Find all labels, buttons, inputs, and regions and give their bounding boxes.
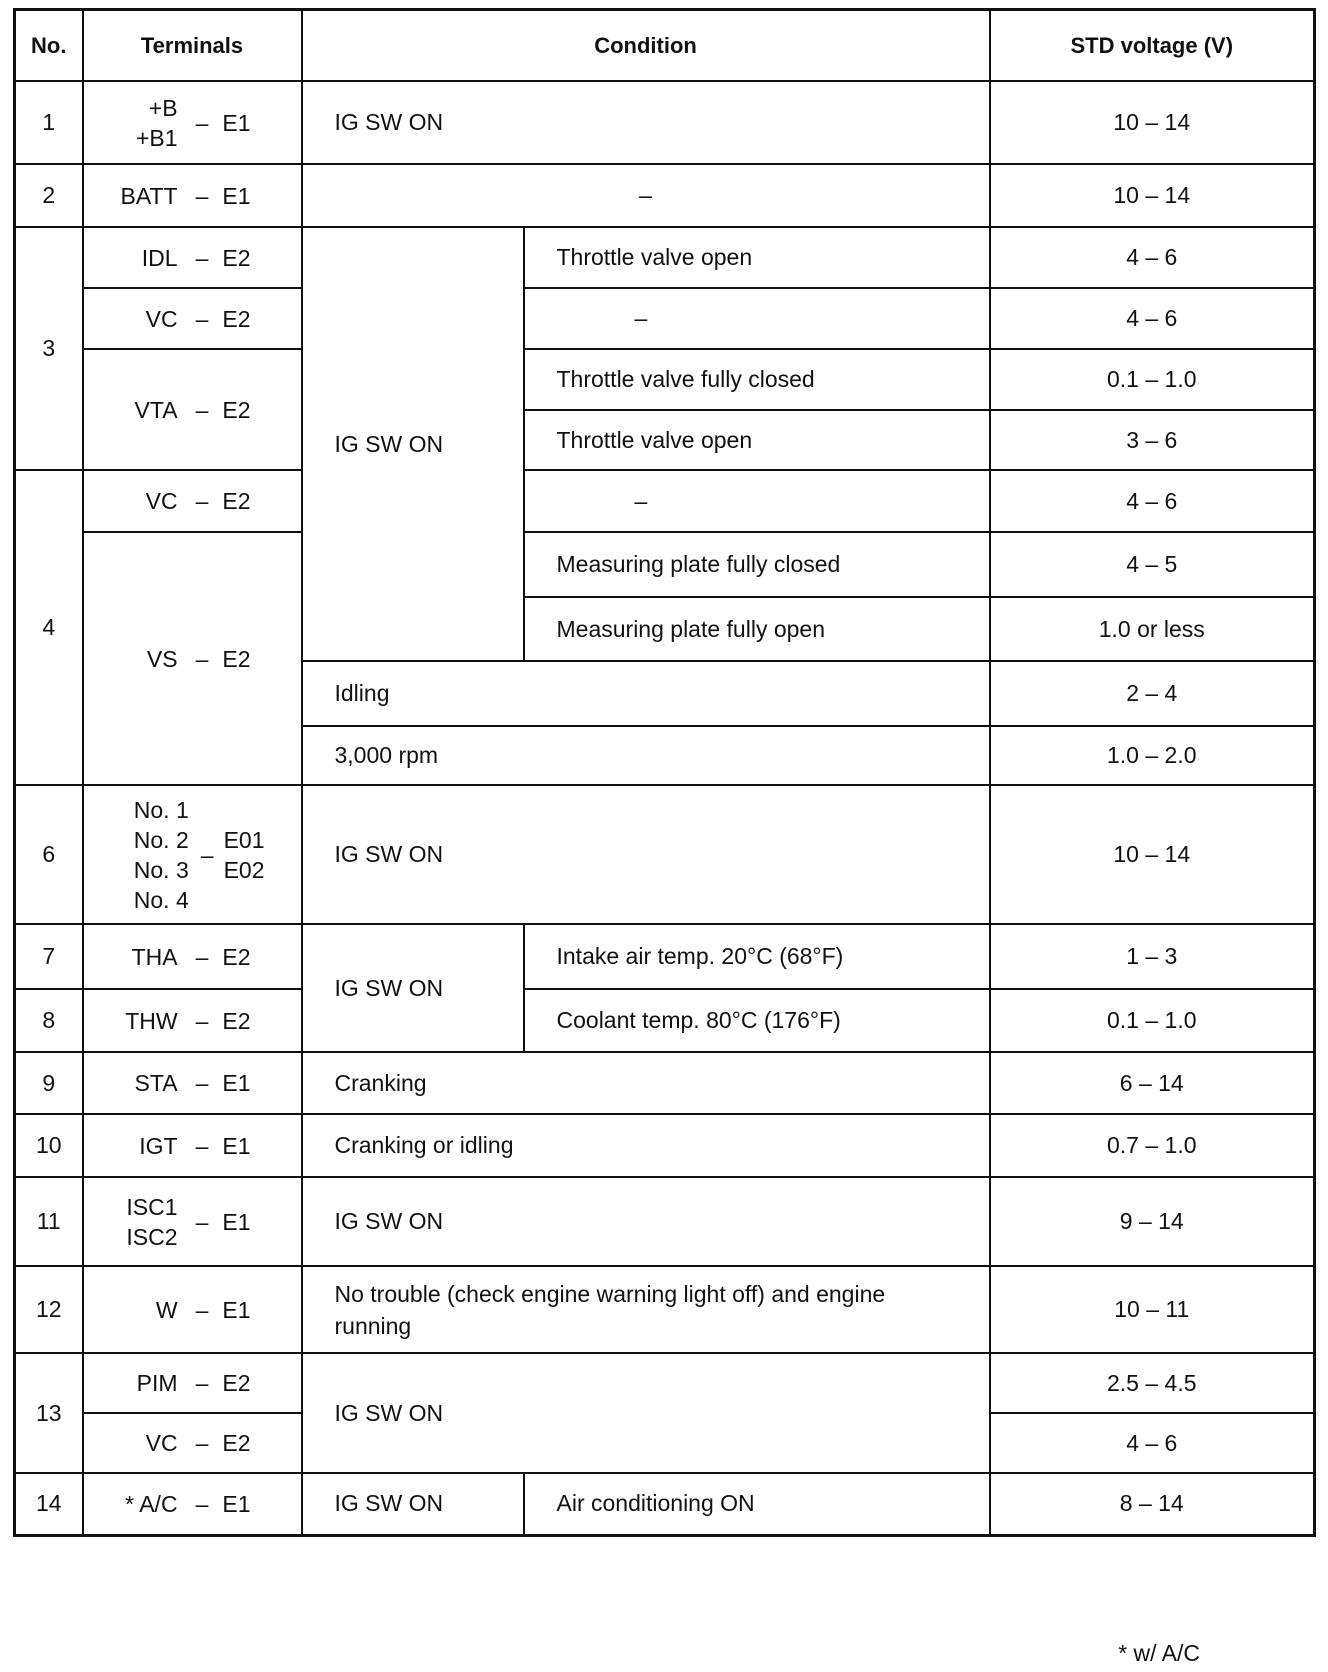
- std-voltage: 0.1 – 1.0: [990, 349, 1315, 410]
- terminal-dash: –: [200, 841, 214, 868]
- terminal-dash: –: [195, 305, 209, 332]
- std-voltage: 0.1 – 1.0: [990, 989, 1315, 1052]
- terminal-dash: –: [195, 1296, 209, 1323]
- row-no: 14: [15, 1473, 83, 1535]
- row-no: 10: [15, 1114, 83, 1177]
- terminal: W: [155, 1296, 178, 1323]
- ground-terminal: E01: [223, 826, 265, 853]
- ground-terminal: E2: [222, 244, 251, 271]
- std-voltage: 8 – 14: [990, 1473, 1315, 1535]
- terminal-cell: [83, 1413, 302, 1473]
- terminal-cell: [83, 924, 302, 989]
- terminal-cell: [83, 1114, 302, 1177]
- sub-condition: –: [524, 288, 990, 349]
- terminal-dash: –: [195, 943, 209, 970]
- terminal-cell: [83, 989, 302, 1052]
- ground-terminal: E1: [222, 1490, 251, 1517]
- condition: IG SW ON: [302, 1473, 524, 1535]
- condition: Cranking or idling: [302, 1114, 990, 1177]
- condition: IG SW ON: [302, 785, 990, 924]
- terminal-cell: [83, 227, 302, 288]
- row-no: 12: [15, 1266, 83, 1353]
- ground-terminal: E2: [222, 1430, 251, 1456]
- table-row: [15, 1266, 1315, 1353]
- sub-condition: –: [524, 470, 990, 532]
- row-no: 11: [15, 1177, 83, 1266]
- terminal: +B1: [135, 124, 178, 151]
- terminal-dash: –: [195, 182, 209, 209]
- terminal: THW: [125, 1007, 178, 1034]
- row-no: 8: [15, 989, 83, 1052]
- table-row: [15, 227, 1315, 288]
- condition: –: [302, 164, 990, 227]
- terminal-dash: –: [195, 1132, 209, 1159]
- table-row: [15, 470, 1315, 532]
- terminal-cell: [83, 532, 302, 785]
- terminal: ISC1: [126, 1193, 178, 1220]
- table-row: [15, 1473, 1315, 1535]
- terminal-cell: [83, 1473, 302, 1535]
- table-row: [15, 785, 1315, 924]
- terminal-cell: [83, 81, 302, 164]
- std-voltage: 1.0 – 2.0: [990, 726, 1315, 785]
- terminal: ISC2: [126, 1223, 178, 1250]
- terminal: THA: [131, 943, 178, 970]
- terminal: No. 4: [133, 886, 189, 913]
- row-no: 9: [15, 1052, 83, 1114]
- table-row: [15, 1353, 1315, 1413]
- row-no: 7: [15, 924, 83, 989]
- terminal-dash: –: [195, 1007, 209, 1034]
- std-voltage: 6 – 14: [990, 1052, 1315, 1114]
- terminal: VC: [145, 305, 178, 332]
- ground-terminal: E2: [222, 1007, 251, 1034]
- terminal: VC: [145, 1430, 178, 1456]
- std-voltage: 10 – 14: [990, 164, 1315, 227]
- terminal: STA: [134, 1070, 178, 1096]
- std-voltage: 2 – 4: [990, 661, 1315, 726]
- terminal: VTA: [134, 396, 178, 423]
- row-no: 6: [15, 785, 83, 924]
- terminal: BATT: [120, 182, 178, 209]
- condition: [302, 1266, 990, 1353]
- row-no: 3: [15, 227, 83, 470]
- ground-terminal: E2: [222, 396, 251, 423]
- std-voltage: 9 – 14: [990, 1177, 1315, 1266]
- sub-condition: Measuring plate fully open: [524, 597, 990, 661]
- ground-terminal: E1: [222, 1296, 251, 1323]
- terminal: No. 3: [133, 856, 189, 883]
- std-voltage: 4 – 6: [990, 288, 1315, 349]
- terminal-dash: –: [195, 109, 209, 136]
- terminal-voltage-table: [13, 8, 1316, 1537]
- ground-terminal: E1: [222, 182, 251, 209]
- std-voltage: 10 – 14: [990, 81, 1315, 164]
- terminal-cell: [83, 164, 302, 227]
- sub-condition: Coolant temp. 80°C (176°F): [524, 989, 990, 1052]
- footnote: * w/ A/C: [1118, 1640, 1200, 1666]
- std-voltage: 4 – 6: [990, 1413, 1315, 1473]
- terminal: +B: [148, 94, 178, 121]
- table-row: [15, 1177, 1315, 1266]
- terminal-dash: –: [195, 396, 209, 423]
- std-voltage: 1 – 3: [990, 924, 1315, 989]
- terminal-dash: –: [195, 1370, 209, 1396]
- condition: 3,000 rpm: [302, 726, 990, 785]
- condition: IG SW ON: [302, 924, 524, 1052]
- std-voltage: 10 – 11: [990, 1266, 1315, 1353]
- condition: Cranking: [302, 1052, 990, 1114]
- ground-terminal: E2: [222, 1370, 251, 1396]
- terminal-cell: [83, 1177, 302, 1266]
- ground-terminal: E1: [222, 1208, 251, 1235]
- table-row: [15, 532, 1315, 597]
- ground-terminal: E1: [222, 1070, 251, 1096]
- terminal: No. 2: [133, 826, 189, 853]
- table-row: [15, 924, 1315, 989]
- terminal-dash: –: [195, 1430, 209, 1456]
- ground-terminal: E2: [222, 645, 251, 672]
- sub-condition: Measuring plate fully closed: [524, 532, 990, 597]
- ground-terminal: E02: [223, 856, 265, 883]
- table-row: [15, 989, 1315, 1052]
- std-voltage: 10 – 14: [990, 785, 1315, 924]
- table-row: [15, 1114, 1315, 1177]
- terminal-cell: [83, 785, 302, 924]
- std-voltage: 4 – 5: [990, 532, 1315, 597]
- terminal-dash: –: [195, 1208, 209, 1235]
- terminal-dash: –: [195, 488, 209, 514]
- terminal-dash: –: [195, 1490, 209, 1517]
- std-voltage: 0.7 – 1.0: [990, 1114, 1315, 1177]
- condition: IG SW ON: [302, 1177, 990, 1266]
- ground-terminal: E2: [222, 943, 251, 970]
- terminal: PIM: [136, 1370, 178, 1396]
- terminal-cell: [83, 1353, 302, 1413]
- row-no: 4: [15, 470, 83, 785]
- sub-condition: Air conditioning ON: [524, 1473, 990, 1535]
- table-row: [15, 81, 1315, 164]
- std-voltage: 4 – 6: [990, 470, 1315, 532]
- ground-terminal: E2: [222, 488, 251, 514]
- header-no: No.: [15, 10, 83, 82]
- terminal-cell: [83, 288, 302, 349]
- terminal-dash: –: [195, 244, 209, 271]
- sub-condition: Throttle valve open: [524, 410, 990, 470]
- ground-terminal: E2: [222, 305, 251, 332]
- terminal-dash: –: [195, 645, 209, 672]
- ground-terminal: E1: [222, 1132, 251, 1159]
- terminal-cell: [83, 1052, 302, 1114]
- sub-condition: Intake air temp. 20°C (68°F): [524, 924, 990, 989]
- sub-condition: Throttle valve fully closed: [524, 349, 990, 410]
- header-voltage: STD voltage (V): [990, 10, 1315, 82]
- terminal: * A/C: [125, 1490, 178, 1517]
- std-voltage: 4 – 6: [990, 227, 1315, 288]
- condition: IG SW ON: [302, 1353, 990, 1473]
- table-row: [15, 349, 1315, 410]
- ground-terminal: E1: [222, 109, 251, 136]
- header-row: [15, 10, 1315, 82]
- table-row: [15, 288, 1315, 349]
- terminal-cell: [83, 349, 302, 470]
- terminal: VS: [146, 645, 178, 672]
- row-no: 13: [15, 1353, 83, 1473]
- row-no: 2: [15, 164, 83, 227]
- terminal: No. 1: [133, 796, 189, 823]
- terminal-cell: [83, 1266, 302, 1353]
- condition-line: running: [334, 1312, 412, 1339]
- sub-condition: Throttle valve open: [524, 227, 990, 288]
- condition: IG SW ON: [302, 81, 990, 164]
- header-condition: Condition: [302, 10, 990, 82]
- table-row: [15, 164, 1315, 227]
- std-voltage: 3 – 6: [990, 410, 1315, 470]
- row-no: 1: [15, 81, 83, 164]
- std-voltage: 1.0 or less: [990, 597, 1315, 661]
- table-row: [15, 1052, 1315, 1114]
- terminal: IGT: [139, 1132, 178, 1159]
- terminal-dash: –: [195, 1070, 209, 1096]
- condition-line: No trouble (check engine warning light off) and engine: [334, 1280, 886, 1307]
- condition: IG SW ON: [302, 227, 524, 661]
- header-terminals: Terminals: [83, 10, 302, 82]
- std-voltage: 2.5 – 4.5: [990, 1353, 1315, 1413]
- terminal-cell: [83, 470, 302, 532]
- terminal: VC: [145, 488, 178, 514]
- condition: Idling: [302, 661, 990, 726]
- terminal: IDL: [141, 244, 178, 271]
